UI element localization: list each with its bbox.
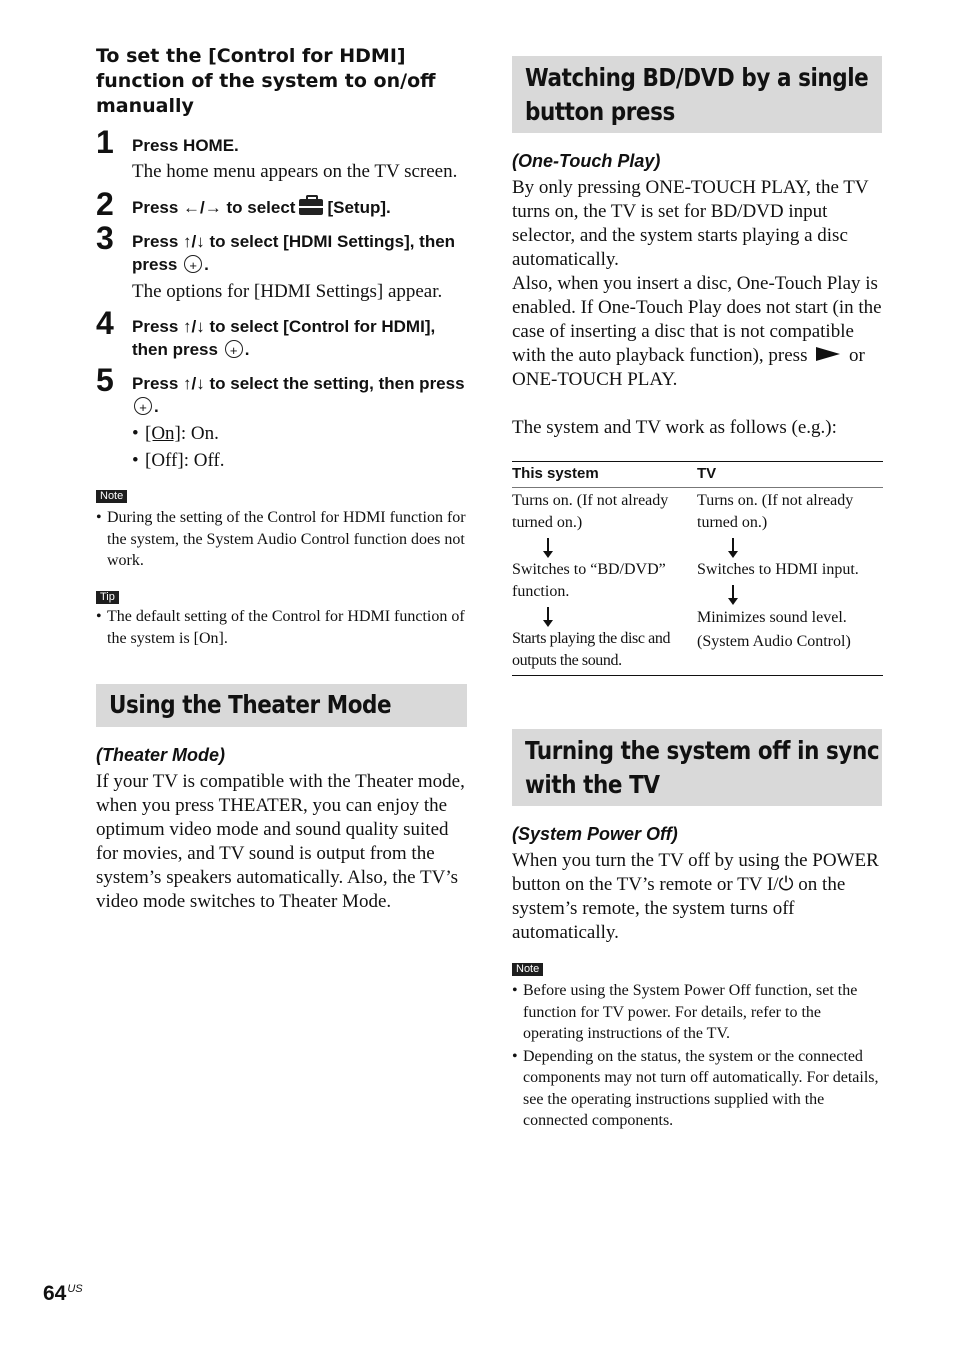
- step-number: 1: [96, 124, 114, 160]
- section-header-one-touch: [512, 56, 882, 133]
- enter-button-icon: [184, 255, 202, 273]
- step-instruction-text: Press ←/→ to select: [132, 198, 296, 217]
- table-cell: Starts playing the disc and outputs the sound.: [512, 630, 671, 669]
- option-key: [On]: [145, 423, 181, 444]
- page-number-value: 64: [43, 1282, 67, 1305]
- step-description: The options for [HDMI Settings] appear.: [132, 281, 443, 302]
- paragraph-text: or ONE-TOUCH PLAY.: [512, 345, 865, 390]
- option-key: [Off]: [145, 450, 184, 471]
- section-subtitle: (Theater Mode): [96, 745, 226, 765]
- arrow-down-icon: [732, 585, 734, 599]
- tip-list: [96, 606, 468, 649]
- section-header-power-off: [512, 729, 882, 806]
- power-off-body: [512, 849, 884, 945]
- note-item: • Before using the System Power Off function, set the function for TV power. For details, refer to the operating instructions of the TV.: [512, 980, 884, 1045]
- step-instruction-text: Press ↑/↓ to select [HDMI Settings], then press: [132, 232, 456, 274]
- paragraph: By only pressing ONE-TOUCH PLAY, the TV turns on, the TV is set for BD/DVD input selector, and the system starts playing a disc automatically.: [512, 177, 869, 270]
- toolbox-icon: [299, 199, 323, 215]
- arrow-down-icon: [732, 538, 734, 552]
- section-title: Turning the system off in sync with the TV: [525, 736, 880, 799]
- step-number: 3: [96, 220, 114, 256]
- step-number: 2: [96, 186, 114, 222]
- table-cell: (System Audio Control): [697, 633, 851, 650]
- enter-button-icon: [225, 340, 243, 358]
- section-title: Using the Theater Mode: [109, 690, 392, 719]
- table-header-rule: [512, 487, 883, 488]
- paragraph-text: When you turn the TV off by using the POWER button on the TV’s remote or TV: [512, 850, 879, 895]
- step-instruction-text: .: [154, 397, 159, 416]
- table-header-tv: TV: [697, 465, 717, 482]
- play-icon: [816, 347, 840, 361]
- step-instruction-text: Press ↑/↓ to select [Control for HDMI], then press: [132, 317, 436, 359]
- paragraph-text: Also, when you insert a disc, One-Touch Play is enabled. If One-Touch Play does not start (in the case of inserting a disc that is not compatible with the auto playback function), press: [512, 273, 882, 366]
- table-bottom-rule: [512, 675, 883, 676]
- power-icon: I/⏻: [766, 874, 794, 895]
- note-item: • Depending on the status, the system or the connected components may not turn off automatically. For details, see the operating instructions supplied with the connected components.: [512, 1046, 884, 1132]
- step-number: 4: [96, 305, 114, 341]
- paragraph: [512, 272, 884, 392]
- note-badge: Note: [512, 963, 543, 976]
- option-off: [132, 449, 472, 473]
- step-instruction-text: Press ↑/↓ to select the setting, then press: [132, 374, 465, 393]
- theater-body: If your TV is compatible with the Theater mode, when you press THEATER, you can enjoy the optimum video mode and sound quality suited for movies, and TV sound is output from the system’s speakers automatically. Also, the TV’s video mode switches to Theater Mode.: [96, 771, 465, 912]
- section-subtitle: (System Power Off): [512, 824, 678, 844]
- option-list: [132, 422, 472, 473]
- arrow-down-icon: [547, 607, 549, 621]
- step-instruction: [132, 315, 472, 361]
- spacer: [512, 392, 884, 416]
- step-instruction: [132, 372, 472, 418]
- page-number: [43, 1282, 83, 1306]
- section-title: Watching BD/DVD by a single button press: [525, 63, 869, 126]
- one-touch-body: [512, 176, 884, 440]
- option-on: [132, 422, 472, 446]
- paragraph-text: on the system’s remote, the system turns off automatically.: [512, 874, 846, 943]
- table-cell: Turns on. (If not already turned on.): [697, 492, 854, 531]
- page-region: US: [67, 1283, 83, 1295]
- step-instruction-text: .: [204, 255, 209, 274]
- tip-item: • The default setting of the Control for HDMI function of the system is [On].: [96, 606, 468, 649]
- note-list: [512, 980, 884, 1132]
- step-instruction: Press HOME.: [132, 136, 239, 155]
- note-list: [96, 507, 468, 572]
- note-item: • During the setting of the Control for HDMI function for the system, the System Audio Control function does not work.: [96, 507, 468, 572]
- table-cell: Minimizes sound level.: [697, 609, 847, 626]
- enter-button-icon: [134, 397, 152, 415]
- note-badge: Note: [96, 490, 127, 503]
- table-header-system: This system: [512, 465, 599, 482]
- tip-badge: Tip: [96, 591, 119, 604]
- step-instruction: [132, 230, 472, 276]
- section-header-theater: [96, 684, 467, 727]
- table-cell: Switches to “BD/DVD” function.: [512, 561, 666, 600]
- paragraph: The system and TV work as follows (e.g.):: [512, 417, 837, 438]
- table-cell: Turns on. (If not already turned on.): [512, 492, 669, 531]
- arrow-down-icon: [547, 538, 549, 552]
- table-top-rule: [512, 461, 883, 462]
- option-value: : On.: [180, 423, 219, 444]
- step-instruction-text: .: [244, 340, 250, 359]
- step-instruction-text: [Setup].: [327, 198, 391, 217]
- step-number: 5: [96, 362, 114, 398]
- procedure-heading: To set the [Control for HDMI] function of the system to on/off manually: [96, 45, 436, 117]
- option-value: : Off.: [183, 450, 225, 471]
- step-instruction: [132, 196, 472, 219]
- section-subtitle: (One-Touch Play): [512, 151, 661, 171]
- table-cell: Switches to HDMI input.: [697, 561, 859, 578]
- step-description: The home menu appears on the TV screen.: [132, 161, 458, 182]
